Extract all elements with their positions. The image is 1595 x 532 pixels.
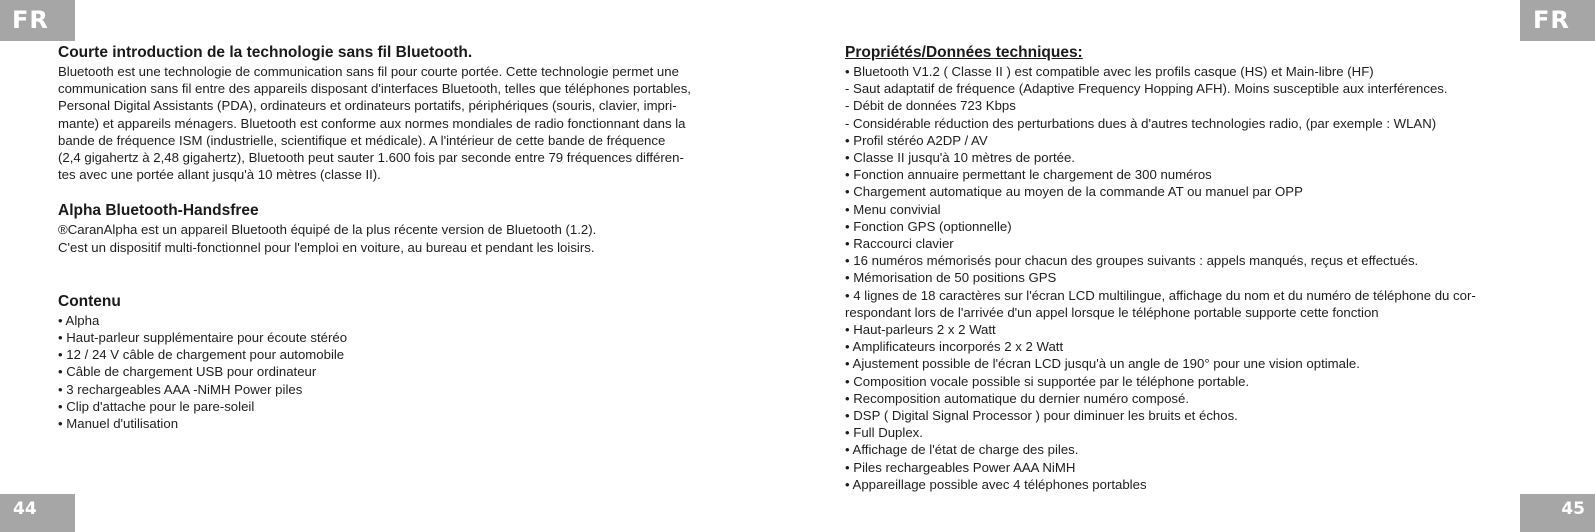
handsfree-heading: Alpha Bluetooth-Handsfree bbox=[58, 202, 259, 220]
list-item: • 12 / 24 V câble de chargement pour automobile bbox=[58, 347, 345, 363]
list-item: • Composition vocale possible si supportée par le téléphone portable. bbox=[845, 373, 1250, 389]
list-item: • Fonction GPS (optionnelle) bbox=[845, 218, 1012, 234]
contenu-heading: Contenu bbox=[58, 292, 121, 310]
list-item: - Débit de données 723 Kbps bbox=[845, 98, 1016, 114]
list-item: • 4 lignes de 18 caractères sur l'écran LCD multilingue, affichage du nom et du numéro de téléphone du cor- respondant lors de l'arrivée d'un appel lorsque le téléphone portable supporte cette fonction bbox=[845, 287, 1476, 320]
list-item: • Affichage de l'état de charge des piles. bbox=[845, 442, 1079, 458]
page-number-right: 45 bbox=[1520, 494, 1595, 532]
right-page-column bbox=[845, 42, 1545, 493]
specs-list bbox=[845, 63, 1545, 493]
contenu-list bbox=[58, 312, 778, 432]
intro-paragraph: Bluetooth est une technologie de communication sans fil pour courte portée. Cette technologie permet une communication sans fil entre des appareils disposant d'interfaces Bluetooth, telles que téléphones portables, Personal Digital Assistants (PDA), ordinateurs et ordinateurs portatifs, périphériques (souris, clavier, impri- mante) et appareils ménagers. Bluetooth est conforme aux normes mondiales de radio fonctionnant dans la bande de fréquence ISM (industrielle, scientifique et médicale). A l'intérieur de cette bande de fréquence (2,4 gigahertz à 2,48 gigahertz), Bluetooth peut sauter 1.600 fois par seconde entre 79 fréquences différen- tes avec une portée allant jusqu'à 10 mètres (classe II). bbox=[58, 64, 691, 183]
list-item: • Appareillage possible avec 4 téléphones portables bbox=[845, 476, 1147, 492]
list-item: • Chargement automatique au moyen de la commande AT ou manuel par OPP bbox=[845, 184, 1303, 200]
list-item: • Piles rechargeables Power AAA NiMH bbox=[845, 459, 1076, 475]
list-item: • DSP ( Digital Signal Processor ) pour diminuer les bruits et échos. bbox=[845, 408, 1238, 424]
list-item: • Manuel d'utilisation bbox=[58, 416, 179, 432]
list-item: - Saut adaptatif de fréquence (Adaptive Frequency Hopping AFH). Moins susceptible aux interférences. bbox=[845, 81, 1448, 97]
list-item: • Câble de chargement USB pour ordinateur bbox=[58, 364, 317, 380]
intro-heading: Courte introduction de la technologie sans fil Bluetooth. bbox=[58, 44, 473, 61]
specs-heading: Propriétés/Données techniques: bbox=[845, 44, 1083, 61]
handsfree-paragraph: ®CaranAlpha est un appareil Bluetooth équipé de la plus récente version de Bluetooth (1.2). C'est un dispositif multi-fonctionnel pour l'emploi en voiture, au bureau et pendant les loisirs. bbox=[58, 222, 597, 255]
list-item: • Haut-parleurs 2 x 2 Watt bbox=[845, 322, 996, 338]
language-tab-right: FR bbox=[1520, 0, 1595, 41]
list-item: • Classe II jusqu'à 10 mètres de portée. bbox=[845, 150, 1075, 166]
list-item: - Considérable réduction des perturbations dues à d'autres technologies radio, (par exemple : WLAN) bbox=[845, 115, 1437, 131]
left-page-column bbox=[58, 42, 778, 432]
list-item: • Ajustement possible de l'écran LCD jusqu'à un angle de 190° pour une vision optimale. bbox=[845, 356, 1360, 372]
list-item: • Clip d'attache pour le pare-soleil bbox=[58, 398, 255, 414]
list-item: • Raccourci clavier bbox=[845, 236, 954, 252]
list-item: • Mémorisation de 50 positions GPS bbox=[845, 270, 1057, 286]
list-item: • Recomposition automatique du dernier numéro composé. bbox=[845, 390, 1190, 406]
list-item: • Haut-parleur supplémentaire pour écoute stéréo bbox=[58, 330, 348, 346]
list-item: • Fonction annuaire permettant le chargement de 300 numéros bbox=[845, 167, 1212, 183]
language-tab-left: FR bbox=[0, 0, 75, 41]
list-item: • Amplificateurs incorporés 2 x 2 Watt bbox=[845, 339, 1064, 355]
list-item: • 3 rechargeables AAA -NiMH Power piles bbox=[58, 381, 303, 397]
list-item: • Menu convivial bbox=[845, 201, 941, 217]
list-item: • Bluetooth V1.2 ( Classe II ) est compatible avec les profils casque (HS) et Main-libre (HF) bbox=[845, 64, 1374, 79]
list-item: • 16 numéros mémorisés pour chacun des groupes suivants : appels manqués, reçus et effectués. bbox=[845, 253, 1419, 269]
list-item: • Profil stéréo A2DP / AV bbox=[845, 132, 988, 148]
list-item: • Alpha bbox=[58, 312, 100, 328]
list-item: • Full Duplex. bbox=[845, 425, 923, 441]
page-number-left: 44 bbox=[0, 494, 75, 532]
